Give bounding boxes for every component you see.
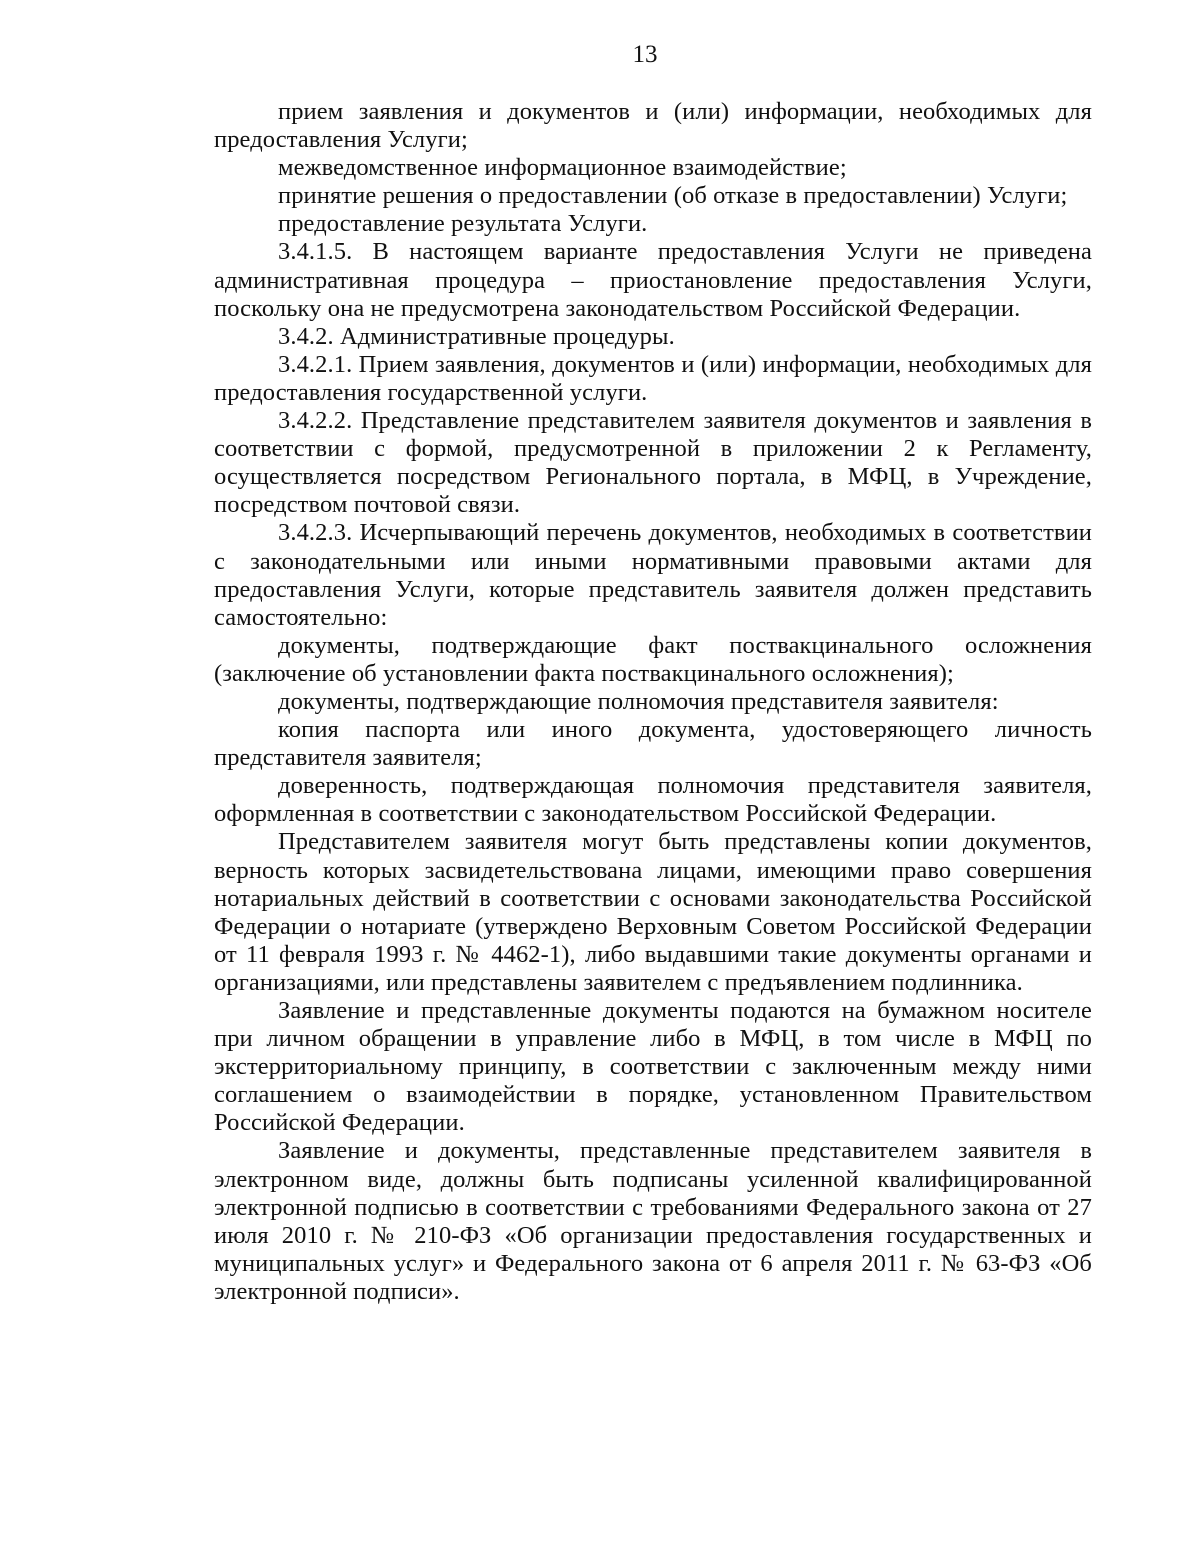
paragraph-doc-power-of-attorney: доверенность, подтверждающая полномочия представителя заявителя, оформленная в соответствии с законодательством Российской Федерации. [214, 772, 1092, 828]
paragraph-3-4-2-3: 3.4.2.3. Исчерпывающий перечень документов, необходимых в соответствии с законодательными или иными нормативными правовыми актами для предоставления Услуги, которые представитель заявителя должен представить самостоятельно: [214, 519, 1092, 631]
paragraph-stage-result: предоставление результата Услуги. [278, 210, 648, 238]
paragraph-stage-intake: прием заявления и документов и (или) информации, необходимых для предоставления Услуги; [214, 98, 1092, 154]
paragraph-doc-authority: документы, подтверждающие полномочия представителя заявителя: [278, 687, 999, 715]
page-number: 13 [632, 41, 658, 68]
document-body [214, 98, 1092, 1306]
paragraph-doc-complication: документы, подтверждающие факт поствакцинального осложнения (заключение об установлении факта поствакцинального осложнения); [214, 631, 1092, 687]
paragraph-3-4-2: 3.4.2. Административные процедуры. [278, 322, 675, 350]
paragraph-doc-passport: копия паспорта или иного документа, удостоверяющего личность представителя заявителя; [214, 716, 1092, 772]
paragraph-stage-interagency: межведомственное информационное взаимодействие; [278, 154, 847, 182]
paragraph-3-4-2-2: 3.4.2.2. Представление представителем заявителя документов и заявления в соответствии с формой, предусмотренной в приложении 2 к Регламенту, осуществляется посредством Регионального портала, в МФЦ, в Учреждение, посредством почтовой связи. [214, 407, 1092, 519]
paragraph-3-4-2-1: 3.4.2.1. Прием заявления, документов и (или) информации, необходимых для предоставления государственной услуги. [214, 350, 1092, 406]
paragraph-stage-decision: принятие решения о предоставлении (об отказе в предоставлении) Услуги; [278, 182, 1068, 210]
paragraph-3-4-1-5: 3.4.1.5. В настоящем варианте предоставления Услуги не приведена административная процедура – приостановление предоставления Услуги, поскольку она не предусмотрена законодательством Российской Федерации. [214, 238, 1092, 322]
paragraph-notarized-copies: Представителем заявителя могут быть представлены копии документов, верность которых засвидетельствована лицами, имеющими право совершения нотариальных действий в соответствии с основами законодательства Российской Федерации о нотариате (утверждено Верховным Советом Российской Федерации от 11 февраля 1993 г. № 4462-1), либо выдавшими такие документы органами и организациями, или представлены заявителем с предъявлением подлинника. [214, 828, 1092, 996]
paragraph-electronic-submission: Заявление и документы, представленные представителем заявителя в электронном виде, должны быть подписаны усиленной квалифицированной электронной подписью в соответствии с требованиями Федерального закона от 27 июля 2010 г. № 210-ФЗ «Об организации предоставления государственных и муниципальных услуг» и Федерального закона от 6 апреля 2011 г. № 63-ФЗ «Об электронной подписи». [214, 1137, 1092, 1305]
paragraph-paper-submission: Заявление и представленные документы подаются на бумажном носителе при личном обращении в управление либо в МФЦ, в том числе в МФЦ по экстерриториальному принципу, в соответствии с заключенным между ними соглашением о взаимодействии в порядке, установленном Правительством Российской Федерации. [214, 997, 1092, 1137]
